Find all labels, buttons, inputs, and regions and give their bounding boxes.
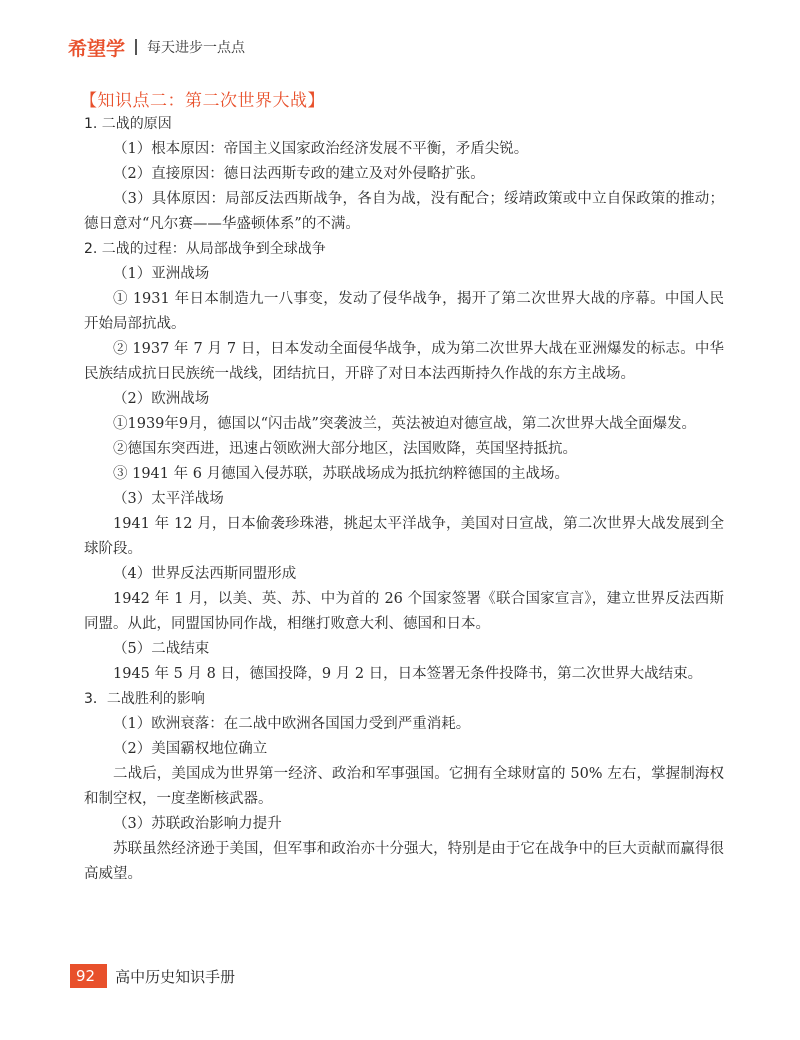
subheading: （1）亚洲战场 — [113, 266, 210, 282]
header-divider — [135, 39, 137, 55]
page-footer — [70, 964, 235, 988]
paragraph: （1）根本原因：帝国主义国家政治经济发展不平衡，矛盾尖锐。 — [113, 141, 529, 157]
paragraph: ①1939年9月，德国以“闪击战”突袭波兰，英法被迫对德宣战，第二次世界大战全面爆发。 — [113, 416, 696, 432]
heading-process: 2. 二战的过程：从局部战争到全球战争 — [84, 241, 326, 257]
paragraph: ③ 1941 年 6 月德国入侵苏联，苏联战场成为抵抗纳粹德国的主战场。 — [113, 466, 570, 482]
paragraph: 1942 年 1 月，以美、英、苏、中为首的 26 个国家签署《联合国家宣言》，建立世界反法西斯同盟。从此，同盟国协同作战，相继打败意大利、德国和日本。 — [84, 591, 724, 632]
subheading: （2）欧洲战场 — [113, 391, 210, 407]
brand-slogan: 每天进步一点点 — [147, 40, 246, 56]
heading-impact: 3．二战胜利的影响 — [84, 691, 205, 707]
subheading: （5）二战结束 — [113, 641, 210, 657]
subheading: （3）太平洋战场 — [113, 491, 224, 507]
subheading: （2）美国霸权地位确立 — [113, 741, 268, 757]
section-title: 【知识点二：第二次世界大战】 — [80, 91, 325, 111]
paragraph: ① 1931 年日本制造九一八事变，发动了侵华战争，揭开了第二次世界大战的序幕。中国人民开始局部抗战。 — [84, 291, 724, 332]
subheading: （3）苏联政治影响力提升 — [113, 816, 282, 832]
paragraph: ② 1937 年 7 月 7 日，日本发动全面侵华战争，成为第二次世界大战在亚洲爆发的标志。中华民族结成抗日民族统一战线，团结抗日，开辟了对日本法西斯持久作战的东方主战场。 — [84, 341, 724, 382]
paragraph: （2）直接原因：德日法西斯专政的建立及对外侵略扩张。 — [113, 166, 485, 182]
brand-logo: 希望学 — [68, 37, 126, 60]
paragraph: 二战后，美国成为世界第一经济、政治和军事强国。它拥有全球财富的 50% 左右，掌握制海权和制空权，一度垄断核武器。 — [84, 766, 724, 807]
paragraph: ②德国东突西进，迅速占领欧洲大部分地区，法国败降，英国坚持抵抗。 — [113, 441, 577, 457]
page-number: 92 — [70, 964, 107, 988]
page-header — [68, 34, 245, 60]
paragraph: （3）具体原因：局部反法西斯战争，各自为战，没有配合；绥靖政策或中立自保政策的推动；德日意对“凡尔赛——华盛顿体系”的不满。 — [84, 191, 724, 232]
document-body — [84, 112, 724, 887]
heading-causes: 1. 二战的原因 — [84, 116, 172, 132]
paragraph: 1945 年 5 月 8 日，德国投降，9 月 2 日，日本签署无条件投降书，第二次世界大战结束。 — [113, 666, 703, 682]
paragraph: 1941 年 12 月，日本偷袭珍珠港，挑起太平洋战争，美国对日宣战，第二次世界大战发展到全球阶段。 — [84, 516, 724, 557]
paragraph: （1）欧洲衰落：在二战中欧洲各国国力受到严重消耗。 — [113, 716, 471, 732]
subheading: （4）世界反法西斯同盟形成 — [113, 566, 297, 582]
paragraph: 苏联虽然经济逊于美国，但军事和政治亦十分强大，特别是由于它在战争中的巨大贡献而赢得很高威望。 — [84, 841, 724, 882]
book-title: 高中历史知识手册 — [115, 967, 236, 986]
